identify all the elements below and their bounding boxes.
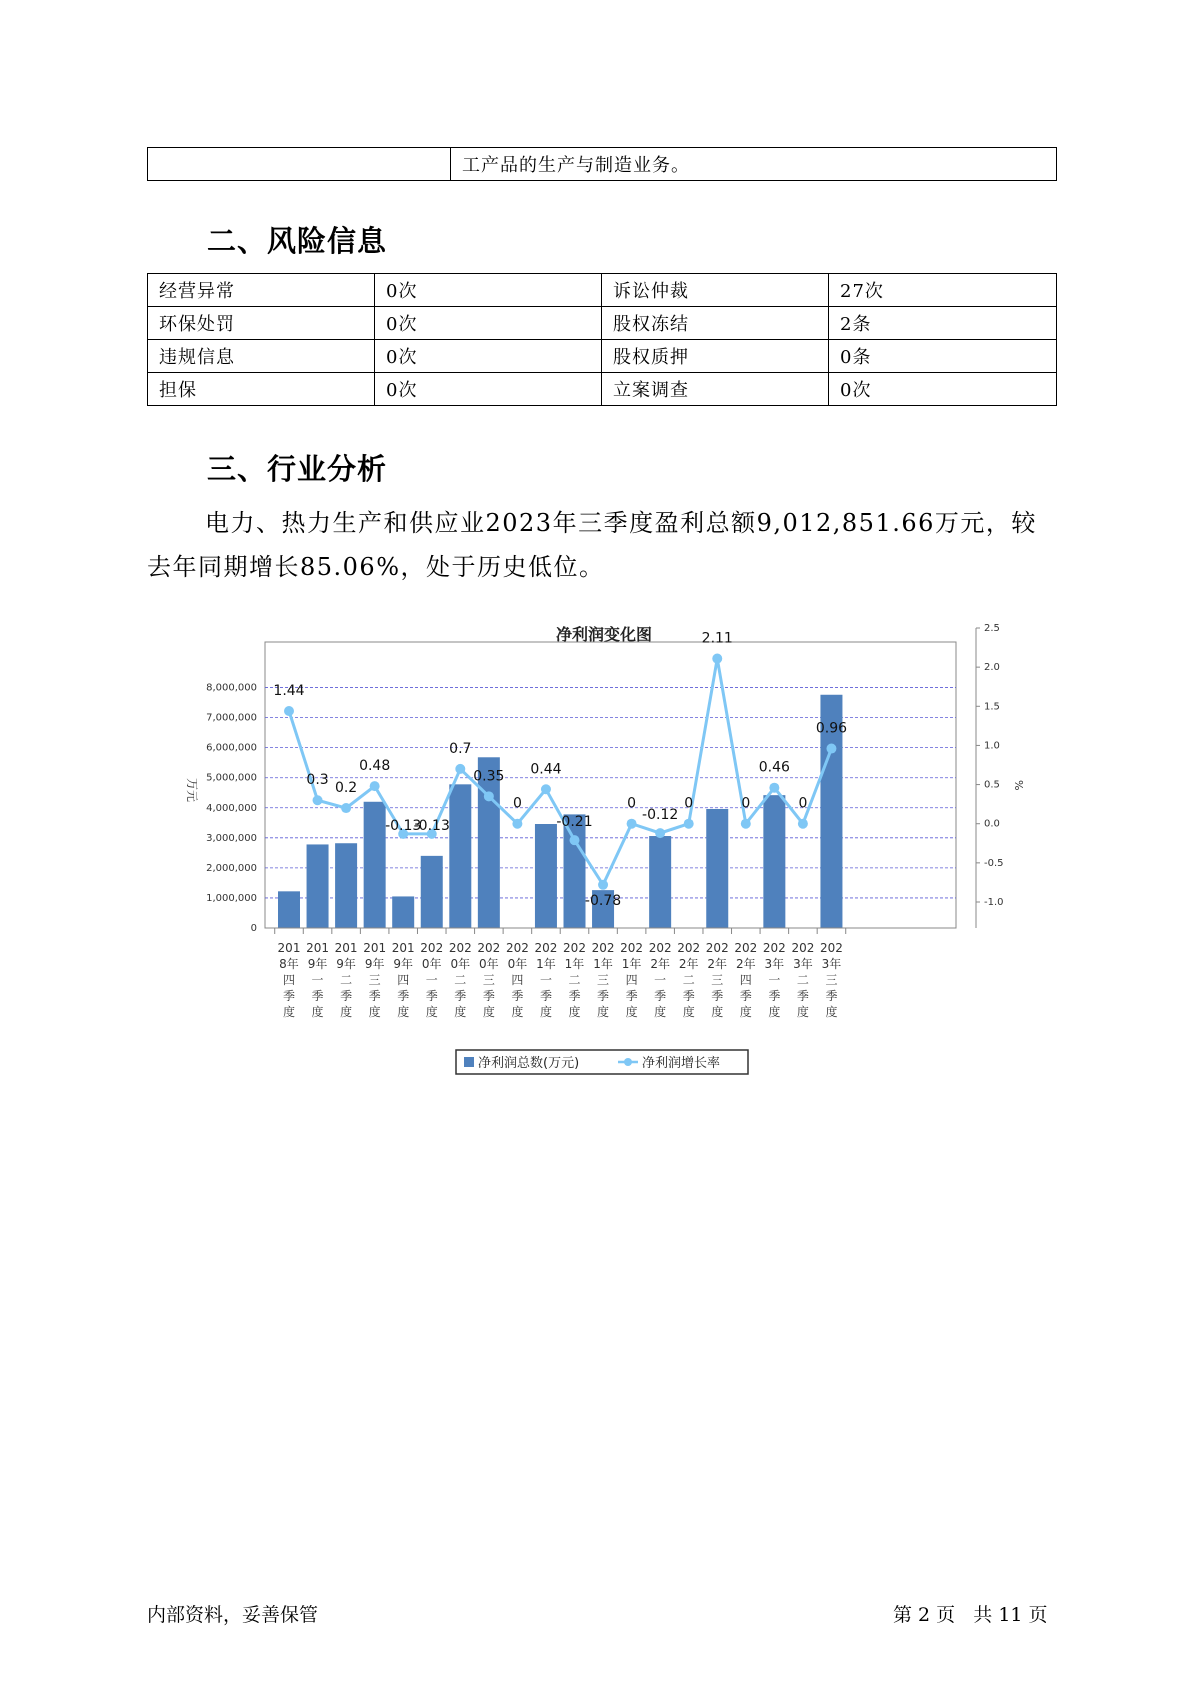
x-tick-label: 季 — [796, 989, 809, 1003]
x-tick-label: 二 — [340, 973, 353, 987]
bar — [649, 836, 671, 928]
x-tick-label: 季 — [768, 989, 781, 1003]
x-tick-label: 一 — [311, 973, 324, 987]
x-tick-label: 季 — [340, 989, 353, 1003]
x-tick-label: 202 — [420, 941, 444, 955]
business-scope-table — [147, 147, 1057, 181]
risk-item-label: 股权质押 — [602, 340, 829, 373]
growth-rate-data-label: 0 — [512, 795, 522, 812]
bar — [392, 896, 414, 928]
x-tick-label: 季 — [711, 989, 724, 1003]
growth-rate-data-label: 2.11 — [701, 630, 733, 647]
y2-tick-label: -0.5 — [984, 857, 1004, 869]
growth-rate-point — [455, 764, 465, 774]
growth-rate-point — [655, 828, 665, 838]
x-tick-label: 201 — [334, 941, 358, 955]
x-tick-label: 二 — [682, 973, 695, 987]
x-tick-label: 季 — [682, 989, 695, 1003]
x-tick-label: 一 — [539, 973, 552, 987]
x-tick-label: 度 — [711, 1005, 724, 1019]
x-tick-label: 8年 — [279, 957, 299, 971]
legend-line-marker — [624, 1058, 632, 1066]
growth-rate-point — [684, 819, 694, 829]
risk-item-value: 0次 — [375, 373, 602, 406]
x-tick-label: 度 — [568, 1005, 581, 1019]
x-tick-label: 1年 — [564, 957, 585, 971]
x-tick-label: 度 — [340, 1005, 353, 1019]
x-tick-label: 0年 — [421, 957, 442, 971]
x-tick-label: 度 — [539, 1005, 552, 1019]
x-tick-label: 3年 — [821, 957, 842, 971]
x-tick-label: 度 — [282, 1005, 296, 1019]
x-tick-label: 202 — [791, 941, 815, 955]
x-tick-label: 1年 — [593, 957, 613, 971]
growth-rate-point — [284, 706, 294, 716]
x-tick-label: 季 — [539, 989, 552, 1003]
x-tick-label: 一 — [654, 973, 667, 987]
x-tick-label: 季 — [654, 989, 667, 1003]
x-tick-label: 二 — [454, 973, 467, 987]
x-tick-label: 202 — [762, 941, 786, 955]
footer-page-number: 第 2 页 共 11 页 — [893, 1604, 1048, 1626]
bar — [278, 891, 300, 928]
y2-tick-label: 0.0 — [984, 818, 1000, 830]
x-tick-label: 度 — [654, 1005, 667, 1019]
y-tick-label: 0 — [250, 923, 257, 934]
x-tick-label: 9年 — [364, 957, 385, 971]
industry-analysis-heading: 三、行业分析 — [207, 452, 388, 486]
x-tick-label: 2年 — [650, 957, 670, 971]
x-tick-label: 季 — [454, 989, 467, 1003]
x-tick-label: 四 — [397, 973, 410, 987]
x-tick-label: 度 — [425, 1005, 438, 1019]
growth-rate-data-label: 1.44 — [273, 682, 305, 699]
x-tick-label: 二 — [568, 973, 581, 987]
business-scope-value-cell: 工产品的生产与制造业务。 — [451, 148, 1057, 181]
x-tick-label: 三 — [368, 973, 381, 987]
x-tick-label: 202 — [563, 941, 586, 955]
x-tick-label: 三 — [482, 973, 495, 987]
y2-axis-label: % — [1012, 780, 1025, 791]
risk-item-value: 0条 — [829, 340, 1057, 373]
y-axis-label: 万元 — [185, 777, 199, 803]
growth-rate-data-label: 0.35 — [473, 768, 505, 785]
x-tick-label: 季 — [282, 989, 296, 1003]
growth-rate-data-label: 0.7 — [449, 740, 472, 757]
y-tick-label: 6,000,000 — [206, 742, 257, 754]
y2-tick-label: -1.0 — [984, 897, 1004, 908]
growth-rate-point — [541, 784, 551, 794]
x-tick-label: 201 — [277, 941, 301, 955]
growth-rate-data-label: -0.21 — [556, 814, 593, 831]
growth-rate-data-label: 0 — [741, 795, 751, 812]
risk-row — [148, 340, 1057, 373]
y2-tick-label: 0.5 — [984, 779, 1000, 791]
growth-rate-point — [512, 819, 522, 829]
x-tick-label: 三 — [711, 973, 724, 987]
x-tick-label: 0年 — [450, 957, 471, 971]
x-tick-label: 季 — [739, 989, 752, 1003]
x-tick-label: 度 — [511, 1005, 524, 1019]
growth-rate-data-label: 0.46 — [758, 759, 790, 776]
business-scope-label-cell — [148, 148, 451, 181]
growth-rate-data-label: 0 — [684, 795, 694, 812]
risk-row — [148, 307, 1057, 340]
x-tick-label: 季 — [625, 989, 638, 1003]
risk-item-label: 经营异常 — [148, 274, 375, 307]
bar — [763, 795, 785, 928]
x-tick-label: 3年 — [764, 957, 785, 971]
x-tick-label: 四 — [739, 973, 752, 987]
risk-item-value: 2条 — [829, 307, 1057, 340]
growth-rate-data-label: -0.78 — [584, 892, 622, 909]
x-tick-label: 2年 — [707, 957, 728, 971]
growth-rate-point — [741, 819, 751, 829]
x-tick-label: 度 — [597, 1005, 610, 1019]
x-tick-label: 二 — [796, 973, 809, 987]
x-tick-label: 度 — [796, 1005, 809, 1019]
bar — [535, 824, 557, 928]
x-tick-label: 四 — [511, 973, 524, 987]
bar — [307, 844, 329, 928]
x-tick-label: 201 — [363, 941, 387, 955]
x-tick-label: 202 — [505, 941, 529, 955]
y2-tick-label: 1.0 — [984, 740, 1000, 752]
bar — [421, 856, 443, 928]
y-tick-label: 8,000,000 — [206, 682, 257, 694]
x-tick-label: 度 — [825, 1005, 838, 1019]
growth-rate-point — [484, 791, 494, 801]
x-tick-label: 2年 — [735, 957, 756, 971]
legend-bar-label: 净利润总数(万元) — [478, 1056, 580, 1071]
x-tick-label: 2年 — [678, 957, 699, 971]
growth-rate-point — [370, 781, 380, 791]
x-tick-label: 9年 — [307, 957, 328, 971]
y2-tick-label: 2.5 — [984, 623, 1000, 634]
x-tick-label: 9年 — [336, 957, 356, 971]
risk-item-label: 立案调查 — [602, 373, 829, 406]
x-tick-label: 202 — [591, 941, 615, 955]
x-tick-label: 9年 — [393, 957, 414, 971]
growth-rate-point — [598, 880, 608, 890]
x-tick-label: 季 — [825, 989, 838, 1003]
growth-rate-data-label: 0.48 — [359, 758, 391, 775]
x-tick-label: 四 — [625, 973, 638, 987]
y-tick-label: 5,000,000 — [206, 772, 257, 784]
x-tick-label: 202 — [648, 941, 672, 955]
risk-item-value: 0次 — [375, 340, 602, 373]
growth-rate-point — [570, 835, 580, 845]
x-tick-label: 1年 — [536, 957, 556, 971]
risk-item-value: 0次 — [375, 307, 602, 340]
y2-tick-label: 2.0 — [984, 662, 1000, 674]
risk-item-value: 0次 — [375, 274, 602, 307]
x-tick-label: 202 — [677, 941, 701, 955]
growth-rate-data-label: 0.44 — [530, 761, 562, 778]
x-tick-label: 1年 — [621, 957, 642, 971]
industry-analysis-paragraph: 电力、热力生产和供应业2023年三季度盈利总额9,012,851.66万元，较去年同期增长85.06%，处于历史低位。 — [147, 509, 1037, 581]
x-tick-label: 三 — [597, 973, 610, 987]
risk-item-value: 27次 — [829, 274, 1057, 307]
x-tick-label: 一 — [768, 973, 781, 987]
x-tick-label: 度 — [625, 1005, 638, 1019]
x-tick-label: 0年 — [479, 957, 499, 971]
risk-item-label: 担保 — [148, 373, 375, 406]
bar — [335, 843, 357, 928]
x-tick-label: 季 — [311, 989, 324, 1003]
x-tick-label: 202 — [705, 941, 729, 955]
risk-item-label: 诉讼仲裁 — [602, 274, 829, 307]
x-tick-label: 202 — [477, 941, 501, 955]
x-tick-label: 202 — [620, 941, 644, 955]
risk-row — [148, 274, 1057, 307]
legend-line-label: 净利润增长率 — [642, 1056, 721, 1071]
net-profit-chart — [160, 610, 1040, 1080]
growth-rate-data-label: 0.3 — [306, 772, 329, 789]
x-tick-label: 季 — [397, 989, 410, 1003]
growth-rate-point — [313, 795, 323, 805]
growth-rate-data-label: 0.96 — [815, 720, 848, 737]
risk-item-label: 环保处罚 — [148, 307, 375, 340]
growth-rate-data-label: 0 — [798, 795, 808, 812]
y-tick-label: 2,000,000 — [206, 862, 257, 874]
x-tick-label: 202 — [734, 941, 758, 955]
x-tick-label: 季 — [511, 989, 524, 1003]
growth-rate-point — [769, 783, 779, 793]
y2-tick-label: 1.5 — [984, 701, 1000, 713]
risk-item-label: 股权冻结 — [602, 307, 829, 340]
x-tick-label: 三 — [825, 973, 838, 987]
growth-rate-data-label: -0.13 — [385, 817, 422, 834]
x-tick-label: 0年 — [507, 957, 528, 971]
x-tick-label: 季 — [597, 989, 610, 1003]
y-tick-label: 4,000,000 — [206, 802, 257, 814]
bar — [364, 802, 386, 928]
x-tick-label: 202 — [448, 941, 472, 955]
risk-row — [148, 373, 1057, 406]
x-tick-label: 度 — [368, 1005, 381, 1019]
growth-rate-point — [798, 819, 808, 829]
x-tick-label: 季 — [368, 989, 381, 1003]
x-tick-label: 四 — [282, 973, 296, 987]
growth-rate-point — [627, 819, 637, 829]
growth-rate-data-label: -0.13 — [413, 817, 450, 834]
x-tick-label: 度 — [454, 1005, 467, 1019]
growth-rate-point — [712, 654, 722, 664]
x-tick-label: 201 — [306, 941, 330, 955]
footer-confidential: 内部资料，妥善保管 — [147, 1604, 319, 1626]
x-tick-label: 202 — [534, 941, 558, 955]
growth-rate-data-label: -0.12 — [642, 807, 679, 824]
x-tick-label: 一 — [425, 973, 438, 987]
y-tick-label: 7,000,000 — [206, 712, 257, 724]
x-tick-label: 季 — [568, 989, 581, 1003]
growth-rate-data-label: 0.2 — [334, 780, 358, 797]
growth-rate-data-label: 0 — [627, 795, 637, 812]
bar — [706, 809, 728, 928]
bar — [564, 814, 586, 928]
x-tick-label: 度 — [739, 1005, 752, 1019]
x-tick-label: 度 — [482, 1005, 495, 1019]
bar — [449, 784, 471, 928]
risk-info-heading: 二、风险信息 — [207, 224, 388, 258]
x-tick-label: 度 — [682, 1005, 695, 1019]
y-tick-label: 1,000,000 — [206, 892, 257, 904]
x-tick-label: 季 — [425, 989, 438, 1003]
risk-item-label: 违规信息 — [148, 340, 375, 373]
x-tick-label: 季 — [482, 989, 495, 1003]
x-tick-label: 201 — [391, 941, 415, 955]
growth-rate-point — [341, 803, 351, 813]
x-tick-label: 度 — [768, 1005, 781, 1019]
risk-item-value: 0次 — [829, 373, 1057, 406]
risk-info-table — [147, 273, 1057, 406]
x-tick-label: 度 — [311, 1005, 324, 1019]
growth-rate-point — [826, 744, 836, 754]
y-tick-label: 3,000,000 — [206, 832, 257, 844]
x-tick-label: 202 — [819, 941, 843, 955]
x-tick-label: 度 — [397, 1005, 410, 1019]
chart-title: 净利润变化图 — [555, 625, 653, 644]
legend-bar-swatch — [464, 1057, 474, 1067]
x-tick-label: 3年 — [793, 957, 813, 971]
